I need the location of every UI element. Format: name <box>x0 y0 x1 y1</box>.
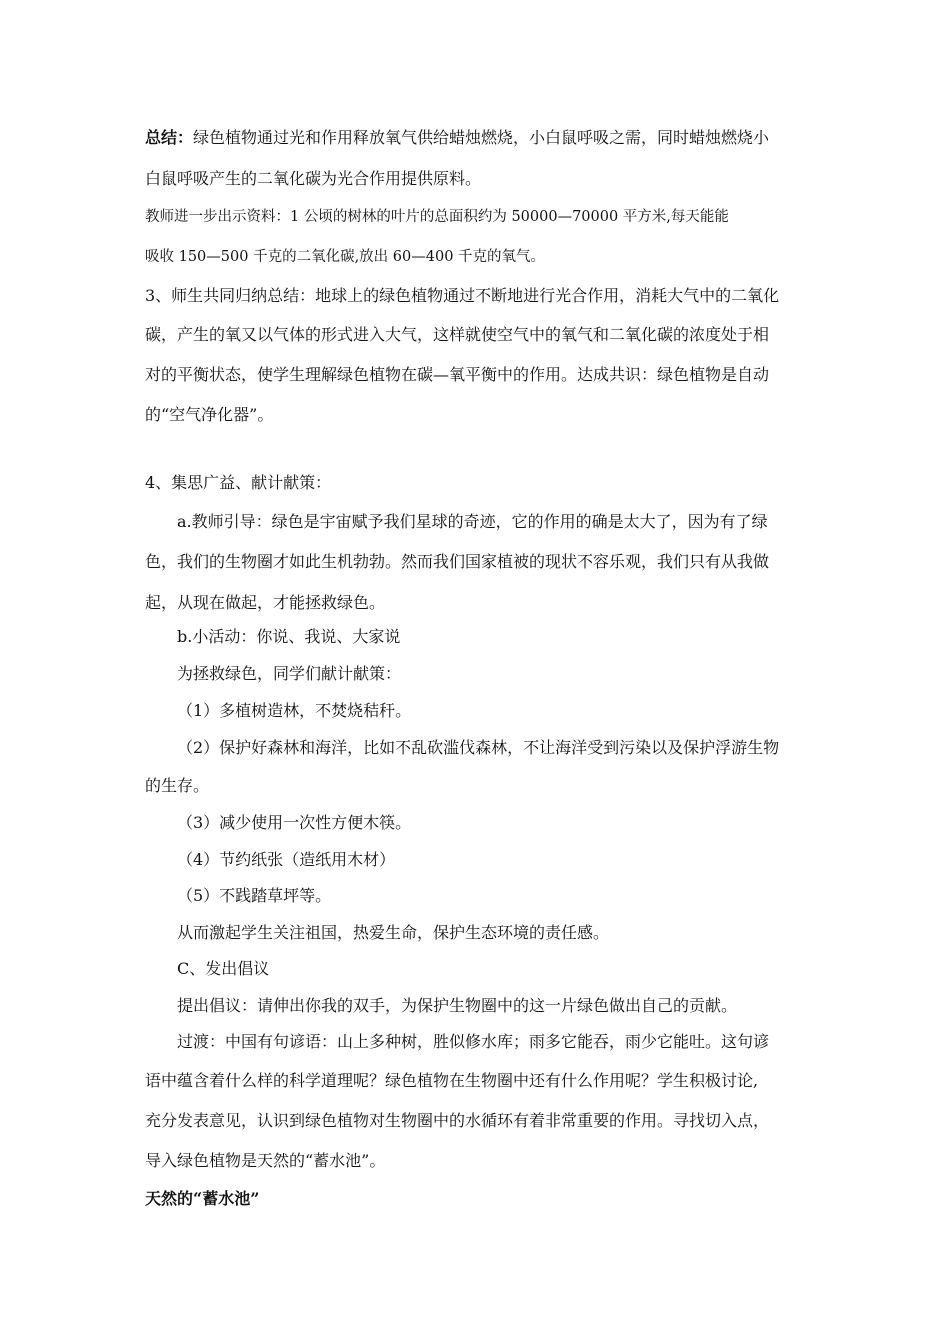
final-section-heading: 天然的“蓄水池” <box>145 1189 260 1208</box>
transition-line-4: 导入绿色植物是天然的“蓄水池”。 <box>145 1151 386 1170</box>
section3-line-4: 的“空气净化器”。 <box>145 405 274 424</box>
list-item-4: （4）节约纸张（造纸用木材） <box>177 850 396 869</box>
section3-line-2: 碳，产生的氧又以气体的形式进入大气，这样就使空气中的氧气和二氧化碳的浓度处于相 <box>145 325 770 344</box>
list-item-1: （1）多植树造林，不焚烧秸秆。 <box>177 701 412 720</box>
section4-b-line: b.小活动：你说、我说、大家说 <box>177 627 401 646</box>
summary-label: 总结： <box>145 128 194 147</box>
list-item-2-line-1: （2）保护好森林和海洋，比如不乱砍滥伐森林，不让海洋受到污染以及保护浮游生物 <box>177 738 780 757</box>
section4-a-line-1: a.教师引导：绿色是宇宙赋予我们星球的奇迹，它的作用的确是太大了，因为有了绿 <box>177 512 768 531</box>
section4-intro: 为拯救绿色，同学们献计献策： <box>177 664 402 683</box>
summary-paragraph-line-2: 白鼠呼吸产生的二氧化碳为光合作用提供原料。 <box>145 169 482 188</box>
section4-conclusion: 从而激起学生关注祖国，热爱生命，保护生态环境的责任感。 <box>177 923 610 942</box>
section3-line-3: 对的平衡状态，使学生理解绿色植物在碳—氧平衡中的作用。达成共识：绿色植物是自动 <box>145 365 770 384</box>
transition-line-3: 充分发表意见，认识到绿色植物对生物圈中的水循环有着非常重要的作用。寻找切入点， <box>145 1111 770 1130</box>
transition-line-2: 语中蕴含着什么样的科学道理呢？绿色植物在生物圈中还有什么作用呢？学生积极讨论, <box>145 1071 759 1090</box>
section3-line-1: 3、师生共同归纳总结：地球上的绿色植物通过不断地进行光合作用，消耗大气中的二氧化 <box>145 286 780 305</box>
summary-paragraph-line-1 <box>145 127 769 149</box>
list-item-2-line-2: 的生存。 <box>145 776 210 795</box>
teacher-data-line-2: 吸收 150—500 千克的二氧化碳,放出 60—400 千克的氧气。 <box>145 249 546 265</box>
teacher-data-line-1: 教师进一步出示资料：1 公顷的树林的叶片的总面积约为 50000—70000 平方米,每天能能 <box>145 209 729 225</box>
transition-line-1: 过渡：中国有句谚语：山上多种树，胜似修水库；雨多它能吞，雨少它能吐。这句谚 <box>177 1032 770 1051</box>
section4-a-line-2: 色，我们的生物圈才如此生机勃勃。然而我们国家植被的现状不容乐观，我们只有从我做 <box>145 552 770 571</box>
summary-text: 绿色植物通过光和作用释放氧气供给蜡烛燃烧，小白鼠呼吸之需，同时蜡烛燃烧小 <box>193 128 770 147</box>
proposal-text: 提出倡议：请伸出你我的双手，为保护生物圈中的这一片绿色做出自己的贡献。 <box>177 996 738 1015</box>
section4-heading: 4、集思广益、献计献策： <box>145 473 332 492</box>
list-item-5: （5）不践踏草坪等。 <box>177 886 332 905</box>
list-item-3: （3）减少使用一次性方便木筷。 <box>177 813 412 832</box>
section4-c-heading: C、发出倡议 <box>177 959 270 978</box>
section4-a-line-3: 起，从现在做起，才能拯救绿色。 <box>145 593 386 612</box>
